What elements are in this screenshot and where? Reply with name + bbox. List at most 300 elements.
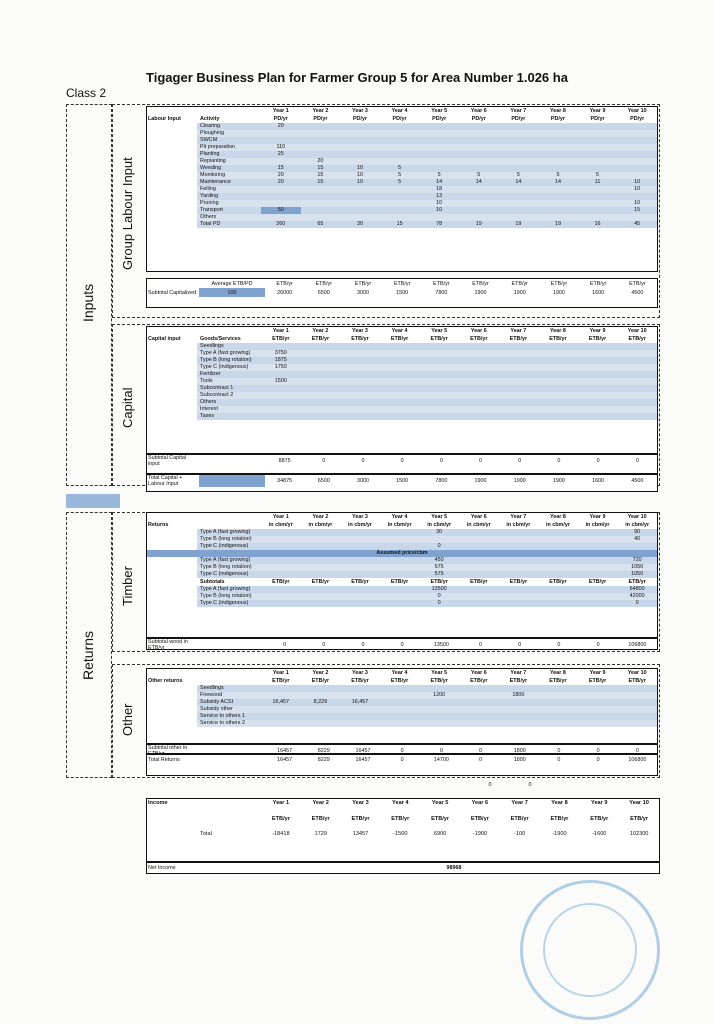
value-cell [499, 158, 539, 165]
value-cell: 5 [380, 179, 420, 186]
value-cell: 14 [419, 179, 459, 186]
unit-header: PD/yr [313, 116, 328, 122]
row-label: Others [197, 399, 261, 406]
value-cell [617, 364, 657, 371]
value-cell [578, 144, 618, 151]
income-value: -1900 [552, 831, 567, 837]
unit-header: ETB/yr [354, 280, 372, 287]
summary-label: Subtotal Capital input [148, 455, 187, 467]
value-cell [301, 130, 341, 137]
summary-value: 0 [596, 642, 600, 648]
value-cell [499, 151, 539, 158]
value-cell: 42000 [617, 593, 657, 600]
value-cell [499, 357, 539, 364]
value-cell [340, 713, 380, 720]
summary-value: 0 [439, 748, 443, 754]
value-cell [538, 564, 578, 571]
unit-header: ETB/yr [430, 678, 448, 684]
value-cell [459, 543, 499, 550]
row-label: Interest [197, 406, 261, 413]
summary-value: 0 [635, 748, 639, 754]
value-cell [499, 165, 539, 172]
value-cell [261, 130, 301, 137]
table-row [147, 543, 657, 550]
unit-header: PD/yr [630, 116, 645, 122]
unit-header: ETB/yr [470, 579, 488, 585]
value-cell [578, 130, 618, 137]
value-cell: 13 [419, 193, 459, 200]
value-cell [380, 123, 420, 130]
value-cell [419, 137, 459, 144]
value-cell [459, 564, 499, 571]
summary-value: 13500 [433, 642, 449, 648]
summary-blank [147, 279, 199, 288]
year-header: Year 8 [550, 670, 566, 676]
value-cell [538, 214, 578, 221]
row-label: Taxes [197, 413, 261, 420]
value-cell: 15 [617, 207, 657, 214]
table-row [147, 172, 657, 179]
value-cell [380, 186, 420, 193]
value-cell [538, 151, 578, 158]
value-cell [340, 207, 380, 214]
value-cell [499, 144, 539, 151]
value-cell: 0 [419, 543, 459, 550]
value-cell: 10 [617, 179, 657, 186]
value-cell [499, 699, 539, 706]
row-blank [147, 378, 197, 385]
year-header: Year 4 [391, 328, 408, 334]
year-header: Year 1 [272, 670, 289, 676]
value-cell [380, 571, 420, 578]
table-row [147, 343, 657, 350]
year-header: Year 10 [629, 800, 649, 806]
unit-header: ETB/yr [509, 678, 528, 684]
value-cell [301, 193, 341, 200]
value-cell [538, 557, 578, 564]
value-cell: 450 [419, 557, 459, 564]
value-cell [538, 720, 578, 727]
table-row [147, 720, 657, 727]
value-cell [538, 685, 578, 692]
value-cell [301, 600, 341, 607]
value-cell [340, 720, 380, 727]
value-cell [419, 371, 459, 378]
table-row [147, 371, 657, 378]
value-cell [499, 364, 539, 371]
value-cell [459, 399, 499, 406]
unit-header: ETB/yr [630, 816, 649, 822]
value-cell [578, 406, 618, 413]
value-cell [419, 343, 459, 350]
summary-value: 0 [557, 642, 561, 648]
row-label: Clearing [197, 123, 261, 130]
value-cell [340, 571, 380, 578]
value-cell: 15 [380, 221, 420, 228]
unit-header: in cbm/yr [585, 522, 610, 528]
header-blank [197, 815, 261, 823]
summary-value: 0 [322, 642, 326, 648]
value-cell: 15 [301, 172, 341, 179]
row-label: Type C (indigenous) [197, 600, 261, 607]
summary-value: 4500 [631, 289, 644, 296]
value-cell [380, 364, 420, 371]
value-cell [419, 685, 459, 692]
value-cell [459, 385, 499, 392]
unit-header: ETB/yr [550, 280, 568, 287]
table-row [147, 378, 657, 385]
row-blank [147, 543, 197, 550]
value-cell [459, 371, 499, 378]
value-cell [380, 357, 420, 364]
value-cell: 5 [538, 172, 578, 179]
value-cell [617, 378, 657, 385]
value-cell [301, 399, 341, 406]
summary-value: 16457 [277, 748, 293, 754]
summary-value: 1600 [592, 289, 605, 296]
capital-total [146, 474, 658, 492]
year-header: Year 2 [312, 800, 329, 806]
value-cell: 16,457 [340, 699, 380, 706]
value-cell [419, 706, 459, 713]
unit-header: ETB/yr [509, 579, 528, 585]
value-cell [459, 364, 499, 371]
value-cell [459, 200, 499, 207]
value-cell [261, 685, 301, 692]
summary-value: 0 [479, 458, 483, 464]
value-cell: 5 [578, 172, 618, 179]
assumed-price-row [147, 550, 657, 557]
value-cell [261, 586, 301, 593]
income-value: -1600 [592, 831, 607, 837]
capital-label: Capital [120, 387, 135, 428]
value-cell [617, 172, 657, 179]
summary-row [147, 288, 657, 297]
table-row [147, 130, 657, 137]
unit-header: ETB/yr [271, 816, 290, 822]
row-label: Service to others 2 [197, 720, 261, 727]
summary-row [147, 455, 657, 467]
value-cell [617, 720, 657, 727]
summary-value: 0 [557, 458, 561, 464]
value-cell: 15 [301, 165, 341, 172]
row-blank [147, 371, 197, 378]
value-cell [499, 378, 539, 385]
row-blank [147, 586, 197, 593]
header-second [197, 521, 261, 529]
value-cell [617, 371, 657, 378]
value-cell [459, 130, 499, 137]
value-cell [340, 364, 380, 371]
value-cell [459, 144, 499, 151]
value-cell [380, 207, 420, 214]
value-cell [499, 214, 539, 221]
unit-header: ETB/yr [549, 336, 567, 342]
value-cell [419, 406, 459, 413]
unit-header: in cbm/yr [545, 522, 570, 528]
unit-header: ETB/yr [628, 678, 646, 684]
value-cell: 260 [261, 221, 301, 228]
summary-value: 0 [596, 748, 600, 754]
net-income-label: Net Income [148, 864, 176, 871]
value-cell [538, 158, 578, 165]
value-cell [261, 692, 301, 699]
value-cell [301, 144, 341, 151]
year-header: Year 2 [312, 328, 329, 334]
value-cell [340, 378, 380, 385]
value-cell: 10 [340, 165, 380, 172]
row-label: Others [197, 214, 261, 221]
value-cell [459, 186, 499, 193]
unit-header: ETB/yr [272, 579, 290, 585]
row-blank [147, 593, 197, 600]
value-cell [459, 392, 499, 399]
value-cell [538, 137, 578, 144]
row-blank [147, 578, 197, 586]
row-blank [147, 706, 197, 713]
row-label: Type C (indigenous) [197, 543, 261, 550]
value-cell [261, 186, 301, 193]
value-cell [499, 399, 539, 406]
row-blank [147, 692, 197, 699]
value-cell: 15 [261, 165, 301, 172]
value-cell [617, 350, 657, 357]
row-label: Firewood [197, 692, 261, 699]
summary-extra [199, 475, 265, 487]
value-cell [459, 720, 499, 727]
value-cell [499, 371, 539, 378]
value-cell [261, 413, 301, 420]
value-cell [261, 193, 301, 200]
value-cell [301, 392, 341, 399]
summary-value: 1800 [513, 748, 526, 754]
summary-value: 0 [557, 748, 561, 754]
table-row [147, 200, 657, 207]
year-header: Year 9 [589, 108, 606, 114]
value-cell [617, 193, 657, 200]
year-header: Year 6 [470, 670, 487, 676]
value-cell: 575 [419, 571, 459, 578]
year-header: Year 7 [510, 670, 527, 676]
unit-header: ETB/yr [509, 336, 528, 342]
value-cell [617, 165, 657, 172]
table-row [147, 207, 657, 214]
summary-extra [199, 455, 265, 467]
value-cell [578, 207, 618, 214]
value-cell [380, 214, 420, 221]
row-blank [147, 364, 197, 371]
value-cell: 40 [617, 536, 657, 543]
value-cell [261, 371, 301, 378]
value-cell [459, 586, 499, 593]
summary-value: 0 [596, 756, 600, 763]
header-blank [197, 513, 261, 521]
row-blank [147, 831, 197, 838]
year-header: Year 6 [470, 514, 487, 520]
value-cell [499, 593, 539, 600]
value-cell [578, 593, 618, 600]
value-cell [340, 586, 380, 593]
spacer-row [147, 823, 659, 831]
returns-label: Returns [80, 630, 96, 680]
row-blank [147, 343, 197, 350]
row-blank [147, 137, 197, 144]
table-row [147, 193, 657, 200]
unit-header: ETB/yr [629, 280, 646, 287]
value-cell: 8,229 [301, 699, 341, 706]
unit-header: in cbm/yr [506, 522, 531, 528]
row-blank [147, 406, 197, 413]
summary-label: Subtotal wood in ETB/yr [148, 639, 188, 651]
value-cell [419, 151, 459, 158]
row-blank [147, 557, 197, 564]
row-blank [147, 179, 197, 186]
value-cell [380, 593, 420, 600]
row-blank [147, 221, 197, 228]
summary-value: 0 [400, 642, 404, 648]
value-cell [459, 713, 499, 720]
labour-table [146, 106, 658, 272]
value-cell [499, 200, 539, 207]
value-cell [340, 123, 380, 130]
summary-value: 0 [479, 748, 483, 754]
value-cell [380, 385, 420, 392]
value-cell [538, 186, 578, 193]
summary-value: 34875 [277, 478, 293, 484]
summary-value: 1900 [513, 478, 526, 484]
year-header: Year 7 [510, 328, 527, 334]
value-cell [340, 685, 380, 692]
value-cell [499, 600, 539, 607]
header-row [147, 327, 657, 335]
value-cell [538, 600, 578, 607]
avg-label: Average ETB/PD [211, 280, 253, 287]
value-cell [617, 130, 657, 137]
row-label: Type C (indigenous) [197, 364, 261, 371]
value-cell [301, 207, 341, 214]
year-header: Year 10 [627, 108, 647, 114]
value-cell: 10 [419, 207, 459, 214]
summary-row [147, 279, 657, 288]
value-cell [380, 685, 420, 692]
value-cell [578, 529, 618, 536]
row-label: Pruning [197, 200, 261, 207]
below-value: 0 [528, 781, 532, 788]
value-cell [459, 357, 499, 364]
value-cell [459, 571, 499, 578]
value-cell: 20 [261, 179, 301, 186]
header-blank [147, 815, 197, 823]
value-cell [261, 557, 301, 564]
row-blank [147, 172, 197, 179]
value-cell [499, 392, 539, 399]
year-header: Year 7 [511, 800, 528, 806]
value-cell [340, 357, 380, 364]
timber-label: Timber [120, 566, 135, 606]
value-cell [419, 720, 459, 727]
value-cell: 20 [301, 158, 341, 165]
value-cell [340, 158, 380, 165]
header-blank [197, 107, 261, 115]
summary-value: 1900 [552, 289, 565, 296]
year-header: Year 8 [551, 800, 568, 806]
header-blank [197, 327, 261, 335]
year-header: Year 9 [589, 514, 606, 520]
value-cell [301, 564, 341, 571]
table-row [147, 586, 657, 593]
value-cell [261, 158, 301, 165]
value-cell [499, 350, 539, 357]
table-row [147, 557, 657, 564]
row-blank [147, 130, 197, 137]
value-cell [380, 564, 420, 571]
summary-value: 26000 [277, 289, 293, 296]
page-title: Tigager Business Plan for Farmer Group 5 for Area Number 1.026 ha [146, 70, 568, 85]
value-cell [578, 564, 618, 571]
value-cell [380, 536, 420, 543]
income-value: -1900 [472, 831, 488, 837]
unit-header: ETB/yr [390, 579, 409, 585]
value-cell [261, 343, 301, 350]
value-cell [538, 385, 578, 392]
summary-value: 4500 [631, 478, 644, 484]
header-second: Activity [200, 116, 220, 122]
row-blank [147, 600, 197, 607]
year-header: Year 10 [627, 328, 647, 334]
value-cell [538, 123, 578, 130]
value-cell [340, 564, 380, 571]
value-cell [459, 350, 499, 357]
row-label: Tools [197, 378, 261, 385]
value-cell [578, 706, 618, 713]
value-cell [617, 137, 657, 144]
value-cell [340, 130, 380, 137]
value-cell [261, 392, 301, 399]
header-row [147, 107, 657, 115]
value-cell [617, 699, 657, 706]
value-cell: 10 [617, 186, 657, 193]
header-second: Goods/Services [200, 336, 241, 342]
summary-value: 1900 [552, 478, 565, 484]
value-cell [380, 378, 420, 385]
summary-value: 6500 [317, 478, 330, 484]
value-cell [578, 357, 618, 364]
value-cell [538, 207, 578, 214]
unit-header: ETB/yr [276, 280, 293, 287]
value-cell [301, 720, 341, 727]
row-label: Type B (long rotation) [197, 536, 261, 543]
row-blank [147, 200, 197, 207]
summary-value: 0 [479, 756, 483, 763]
value-cell [261, 543, 301, 550]
value-cell [380, 137, 420, 144]
value-cell [261, 406, 301, 413]
header-row [147, 669, 657, 677]
row-label: Pit preparation [197, 144, 261, 151]
value-cell: 10 [340, 172, 380, 179]
value-cell [578, 600, 618, 607]
value-cell [538, 706, 578, 713]
row-blank [147, 720, 197, 727]
unit-header: PD/yr [511, 116, 526, 122]
year-header: Year 7 [510, 108, 527, 114]
value-cell [617, 392, 657, 399]
summary-value: 0 [361, 458, 365, 464]
header-first: Labour Input [148, 116, 181, 122]
value-cell [380, 343, 420, 350]
value-cell [340, 193, 380, 200]
year-header: Year 3 [352, 328, 368, 334]
